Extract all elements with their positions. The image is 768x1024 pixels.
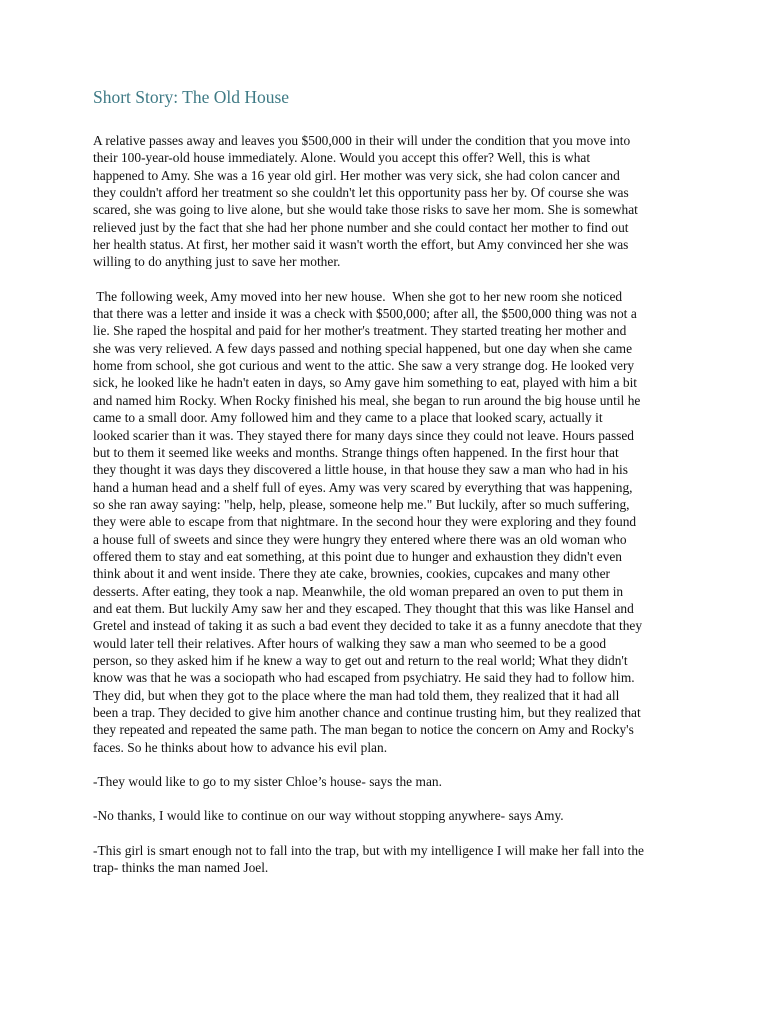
text-line: -No thanks, I would like to continue on our way without stopping anywhere- says Amy. — [93, 808, 564, 824]
text-line: willing to do anything just to save her mother. — [93, 254, 341, 270]
text-line: a house full of sweets and since they were hungry they entered where there was an old woman who — [93, 531, 627, 547]
text-line: and named him Rocky. When Rocky finished his meal, she began to run around the big house until he — [93, 392, 641, 408]
text-line: scared, she was going to live alone, but she would take those risks to save her mom. She is somewhat — [93, 202, 638, 218]
text-line: and eat them. But luckily Amy saw her and they escaped. They thought that this was like Hansel and — [93, 600, 634, 616]
document-body — [93, 84, 683, 893]
text-line: The following week, Amy moved into her new house. When she got to her new room she noticed — [93, 288, 623, 304]
text-line: they thought it was days they discovered a little house, in that house they saw a man who had in his — [93, 462, 628, 478]
text-line: but to them it seemed like weeks and months. Strange things often happened. In the first hour that — [93, 444, 619, 460]
text-line: came to a small door. Amy followed him and they came to a place that looked scary, actually it — [93, 410, 603, 426]
text-line: home from school, she got curious and went to the attic. She saw a very strange dog. He looked very — [93, 358, 635, 374]
text-line: They did, but when they got to the place where the man had told them, they realized that it had all — [93, 687, 620, 703]
text-line: -This girl is smart enough not to fall into the trap, but with my intelligence I will make her fall into the — [93, 842, 644, 858]
text-line: been a trap. They decided to give him another chance and continue trusting him, but they realized that — [93, 705, 641, 720]
text-line: know was that he was a sociopath who had escaped from psychiatry. He said they had to follow him. — [93, 670, 635, 686]
text-line: faces. So he thinks about how to advance his evil plan. — [93, 739, 388, 755]
text-line: would later tell their relatives. After hours of walking they saw a man who seemed to be a good — [93, 635, 607, 651]
paragraph-thought-joel — [93, 842, 683, 877]
text-line: happened to Amy. She was a 16 year old girl. Her mother was very sick, she had colon cancer and — [93, 167, 620, 183]
text-line: lie. She raped the hospital and paid for her mother's treatment. They started treating her mother and — [93, 323, 627, 339]
text-line: think about it and went inside. There they ate cake, brownies, cookies, cupcakes and many other — [93, 566, 610, 582]
text-line: desserts. After eating, they took a nap. Meanwhile, the old woman prepared an oven to put them in — [93, 583, 624, 599]
text-line: offered them to stay and eat something, at this point due to hunger and exhaustion they didn't even — [93, 548, 622, 564]
paragraph-2 — [93, 288, 683, 756]
paragraph-dialogue-man — [93, 773, 683, 790]
text-line: they repeated and repeated the same path. The man began to notice the concern on Amy and Rocky's — [93, 722, 634, 738]
text-line: that there was a letter and inside it was a check with $500,000; after all, the $500,000 thing was not a — [93, 306, 637, 322]
text-line: -They would like to go to my sister Chloe’s house- says the man. — [93, 774, 442, 790]
text-line: A relative passes away and leaves you $500,000 in their will under the condition that you move into — [93, 133, 631, 148]
text-line: trap- thinks the man named Joel. — [93, 860, 269, 876]
paragraph-1 — [93, 132, 683, 271]
text-line: so she ran away saying: "help, help, please, someone help me." But luckily, after so much suffering, — [93, 496, 630, 512]
text-line: their 100-year-old house immediately. Alone. Would you accept this offer? Well, this is what — [93, 150, 591, 166]
text-line: person, so they asked him if he knew a way to get out and return to the real world; What they didn't — [93, 652, 628, 668]
paragraph-dialogue-amy — [93, 807, 683, 824]
text-line: sick, he looked like he hadn't eaten in days, so Amy gave him something to eat, played with him a bit — [93, 375, 638, 391]
text-line: relieved just by the fact that she had her phone number and she could contact her mother to find out — [93, 219, 629, 235]
text-line: she was very relieved. A few days passed and nothing special happened, but one day when she came — [93, 340, 633, 356]
story-title: Short Story: The Old House — [93, 87, 290, 107]
text-line: they were able to escape from that nightmare. In the second hour they were exploring and they found — [93, 514, 637, 530]
text-line: Gretel and instead of taking it as such a bad event they decided to take it as a funny anecdote that they — [93, 618, 643, 634]
text-line: her health status. At first, her mother said it wasn't worth the effort, but Amy convinced her she was — [93, 237, 629, 253]
text-line: they couldn't afford her treatment so she couldn't let this opportunity pass her by. Of course she was — [93, 185, 629, 201]
text-line: looked scarier than it was. They stayed there for many days since they could not leave. Hours passed — [93, 427, 635, 443]
text-line: hand a human head and a shelf full of eyes. Amy was very scared by everything that was happening, — [93, 479, 633, 495]
